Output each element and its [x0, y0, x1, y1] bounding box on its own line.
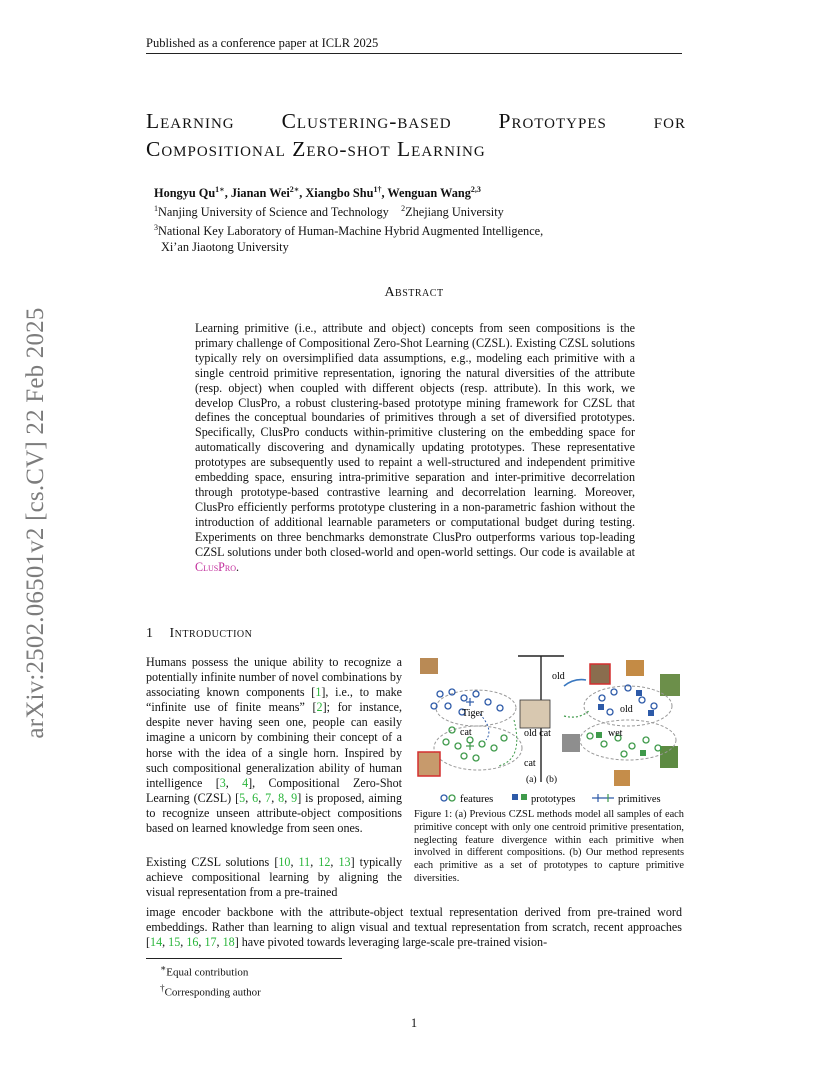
- title-line-2: Compositional Zero-shot Learning: [146, 137, 486, 161]
- fig-label-b: (b): [546, 775, 558, 785]
- author-names: Hongyu $Qu^{1∗}$, Jianan Wei$^{2∗}$, Xiangbo Shu$^{1\dagger}$, Wenguan Wang$^{2,3}$: [154, 185, 481, 201]
- affiliation-line-3: Xi’an Jiaotong University: [161, 240, 289, 255]
- arxiv-sidebar: [18, 288, 54, 758]
- footnotes: [160, 961, 261, 1000]
- abstract-heading: Abstract: [384, 285, 444, 300]
- page-number: 1: [410, 1016, 418, 1030]
- figure-1: [414, 650, 684, 810]
- fig-label-a: (a): [526, 775, 537, 785]
- footnote-2: †Corresponding author: [160, 982, 261, 999]
- legend-features: features: [460, 794, 494, 805]
- code-link[interactable]: ClusPro: [195, 559, 237, 574]
- figure-illustration: [414, 650, 684, 810]
- header-rule: [146, 53, 682, 54]
- footnote-1: ∗Equal contribution: [160, 963, 249, 979]
- intro-paragraph-1: Humans possess the unique ability to recognize a potentially infinite number of novel combinations by associating known components [1], i.e., to make “infinite use of finite means” [2]; for instance, despite never having seen one, people can easily imagine a unicorn by combining their concept of a horse with the idea of a single horn. Inspired by such compositional generalization ability of human intelligence [3, 4], Compositional Zero-Shot Learning (CZSL) [5, 6, 7, 8, 9] is proposed, aiming to recognize unseen attribute-object compositions based on learned knowledge from seen ones.: [146, 655, 403, 836]
- fig-label-old-top: old: [552, 671, 565, 682]
- legend-prototypes: prototypes: [531, 794, 576, 805]
- intro-paragraph-2: Existing CZSL solutions [10, 11, 12, 13] typically achieve compositional learning by aligning the visual representation from a pre-trained: [146, 855, 402, 900]
- fig-label-old-cat: old cat: [524, 728, 551, 739]
- fig-label-wet: wet: [608, 728, 623, 739]
- author-block: [154, 182, 674, 255]
- figure-caption: Figure 1: (a) Previous CZSL methods model all samples of each primitive concept with only one centroid primitive presentation, neglecting feature divergence within each primitive when involved in different compositions. (b) Our method represents each primitive as a set of prototypes to capture primitive diversities.: [414, 809, 684, 884]
- fig-label-old-right: old: [620, 704, 633, 715]
- paper-title: [146, 107, 686, 163]
- title-word: Clustering-based: [281, 109, 452, 133]
- legend-primitives: primitives: [618, 794, 661, 805]
- title-word: for: [653, 109, 686, 133]
- affiliation-line-1: $^1$Nanjing University of Science and Technology $^2$Zhejiang University: [154, 204, 504, 220]
- fig-label-cat-bottom: cat: [524, 758, 536, 769]
- title-word: Learning: [146, 109, 235, 133]
- footnote-rule: [146, 958, 342, 959]
- fig-label-cat-left: cat: [460, 727, 472, 738]
- affiliation-line-2: $^3$National Key Laboratory of Human-Machine Hybrid Augmented Intelligence,: [154, 223, 544, 239]
- intro-paragraph-2-continued: image encoder backbone with the attribute-object textual representation derived from pre-trained word embeddings. Rather than learning to align visual and textual representation from scratch, recent approaches [14, 15, 16, 17, 18] have pivoted towards leveraging large-scale pre-trained vision-: [146, 905, 682, 950]
- title-word: Prototypes: [498, 109, 607, 133]
- section-heading: 1 Introduction: [146, 626, 253, 641]
- abstract-body: Learning primitive (i.e., attribute and object) concepts from seen compositions is the primary challenge of Compositional Zero-Shot Learning (CZSL). Existing CZSL solutions typically rely on oversimplified data assumptions, e.g., modeling each primitive with a single centroid primitive representation, ignoring the natural diversities of the attribute (resp. object) when coupled with different objects (resp. attribute). In this work, we develop ClusPro, a robust clustering-based prototype mining framework for CZSL that defines the conceptual boundaries of primitives through a set of diversified prototypes. Specifically, ClusPro conducts within-primitive clustering on the embedding space for automatically discovering and dynamically updating prototypes. These representative prototypes are subsequently used to repaint a well-structured and independent primitive embedding space, ensuring intra-primitive separation and inter-primitive decorrelation through prototype-based contrastive learning and decorrelation learning. Moreover, ClusPro efficiently performs prototype clustering in a non-parametric fashion without the introduction of additional learnable parameters or computational budget during testing. Experiments on three benchmarks demonstrate ClusPro outperforms various top-leading CZSL solutions under both closed-world and open-world settings. Our code is available at ClusPro.: [195, 321, 635, 574]
- arxiv-id: arXiv:2502.06501v2 [cs.CV] 22 Feb 2025: [22, 307, 49, 739]
- running-header: Published as a conference paper at ICLR 2025: [146, 36, 379, 50]
- fig-label-tiger: Tiger: [462, 708, 484, 719]
